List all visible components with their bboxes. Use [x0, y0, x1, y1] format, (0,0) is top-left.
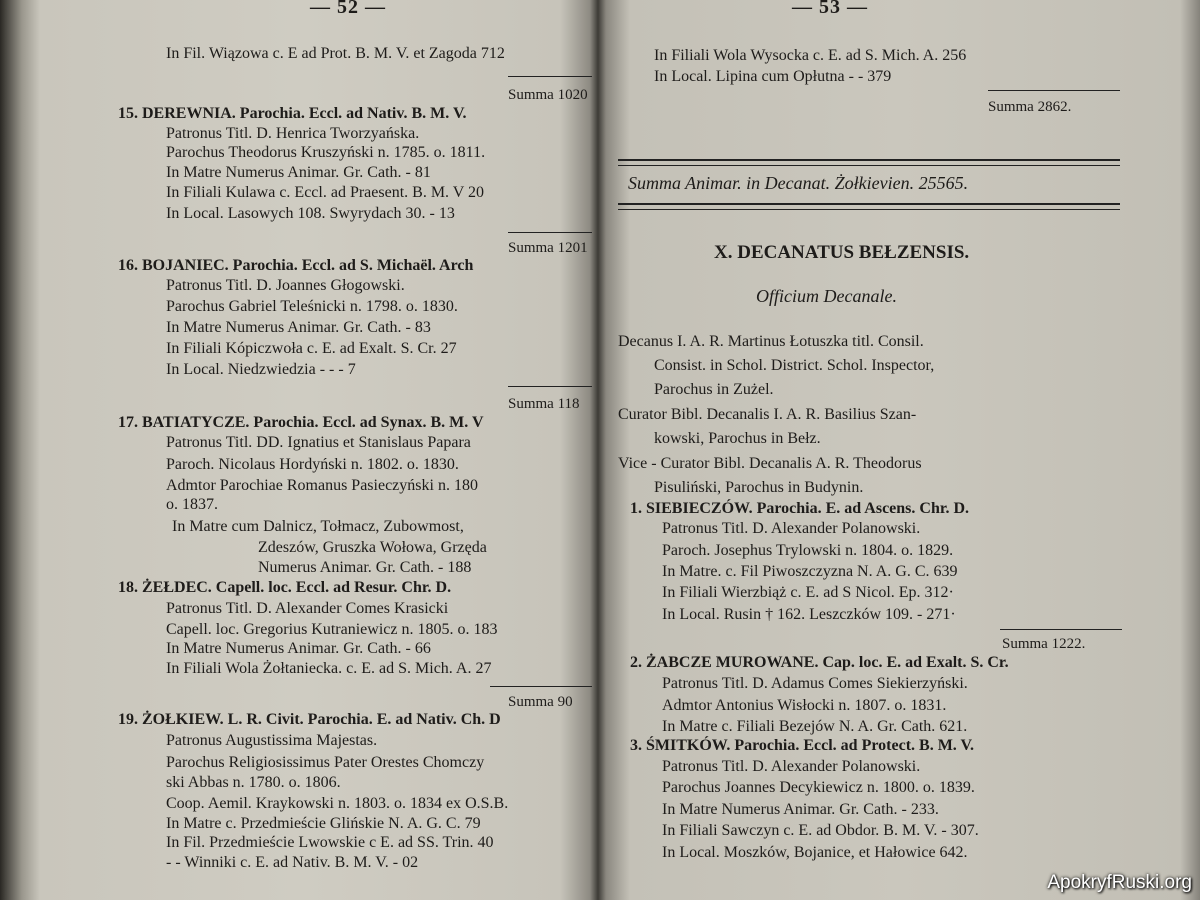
text-line: Consist. in Schol. District. Schol. Inspector,	[654, 357, 935, 374]
summa-line: Summa 90	[508, 694, 573, 710]
text-line: Vice - Curator Bibl. Decanalis A. R. Theodorus	[618, 455, 922, 472]
section-divider	[618, 159, 1120, 166]
text-line: - - Winniki c. E. ad Nativ. B. M. V. - 02	[166, 854, 419, 871]
text-line: In Local. Lasowych 108. Swyrydach 30. - 13	[166, 205, 455, 222]
parish-heading: 19. ŻOŁKIEW. L. R. Civit. Parochia. E. ad Nativ. Ch. D	[118, 711, 501, 728]
text-line: Zdeszów, Gruszka Wołowa, Grzęda	[258, 539, 487, 556]
sum-rule	[490, 686, 592, 687]
text-line: o. 1837.	[166, 496, 218, 513]
summa-line: Summa 1020	[508, 87, 588, 103]
deanery-total: Summa Animar. in Decanat. Żołkievien. 25565.	[628, 173, 969, 193]
text-line: Patronus Titl. DD. Ignatius et Stanislaus Papara	[166, 434, 471, 451]
parish-heading: 3. ŚMITKÓW. Parochia. Eccl. ad Protect. B. M. V.	[630, 737, 974, 754]
text-line: In Filiali Wola Żołtaniecka. c. E. ad S. Mich. A. 27	[166, 660, 492, 677]
summa-line: Summa 1201	[508, 240, 588, 256]
text-line: In Matre Numerus Animar. Gr. Cath. - 83	[166, 319, 431, 336]
text-line: In Matre cum Dalnicz, Tołmacz, Zubowmost,	[172, 518, 464, 535]
text-line: Admtor Antonius Wisłocki n. 1807. o. 1831.	[662, 697, 947, 714]
text-line: In Fil. Wiązowa c. E ad Prot. B. M. V. et Zagoda 712	[166, 45, 505, 62]
text-line: Patronus Augustissima Majestas.	[166, 732, 378, 749]
text-line: Parochus Religiosissimus Pater Orestes Chomczy	[166, 754, 485, 771]
watermark-text: ApokryfRuski.org	[1047, 872, 1192, 893]
sum-rule	[508, 386, 592, 387]
text-line: ski Abbas n. 1780. o. 1806.	[166, 774, 341, 791]
sum-rule	[1000, 629, 1122, 630]
sum-rule	[508, 232, 592, 233]
text-line: Paroch. Nicolaus Hordyński n. 1802. o. 1830.	[166, 456, 459, 473]
text-line: In Local. Lipina cum Opłutna - - 379	[654, 68, 892, 85]
sum-rule	[988, 90, 1120, 91]
text-line: Decanus I. A. R. Martinus Łotuszka titl. Consil.	[618, 333, 924, 350]
parish-heading: 1. SIEBIECZÓW. Parochia. E. ad Ascens. Chr. D.	[630, 500, 970, 517]
office-subtitle: Officium Decanale.	[756, 286, 897, 306]
text-line: Patronus Titl. D. Alexander Polanowski.	[662, 520, 921, 537]
text-line: Parochus Gabriel Teleśnicki n. 1798. o. 1830.	[166, 298, 458, 315]
left-page	[110, 0, 592, 900]
text-line: Pisuliński, Parochus in Budynin.	[654, 479, 864, 496]
summa-line: Summa 1222.	[1002, 636, 1086, 652]
summa-line: Summa 118	[508, 396, 580, 412]
section-divider	[618, 203, 1120, 210]
text-line: Patronus Titl. D. Alexander Comes Krasicki	[166, 600, 449, 617]
text-line: In Filiali Kópiczwoła c. E. ad Exalt. S. Cr. 27	[166, 340, 457, 357]
text-line: Patronus Titl. D. Joannes Głogowski.	[166, 277, 405, 294]
text-line: Patronus Titl. D. Adamus Comes Siekierzyński.	[662, 675, 968, 692]
text-line: In Matre Numerus Animar. Gr. Cath. - 81	[166, 164, 431, 181]
summa-line: Summa 2862.	[988, 99, 1072, 115]
text-line: In Local. Niedzwiedzia - - - 7	[166, 361, 356, 378]
parish-heading: 18. ŻEŁDEC. Capell. loc. Eccl. ad Resur. Chr. D.	[118, 579, 452, 596]
text-line: In Filiali Wierzbiąż c. E. ad S Nicol. Ep. 312·	[662, 584, 954, 601]
text-line: kowski, Parochus in Bełz.	[654, 430, 821, 447]
right-page-number: — 53 —	[792, 0, 868, 18]
text-line: In Matre c. Przedmieście Glińskie N. A. G. C. 79	[166, 815, 481, 832]
text-line: Patronus Titl. D. Henrica Tworzyańska.	[166, 125, 420, 142]
text-line: Numerus Animar. Gr. Cath. - 188	[258, 559, 472, 576]
text-line: In Matre Numerus Animar. Gr. Cath. - 233.	[662, 801, 939, 818]
text-line: In Filiali Sawczyn c. E. ad Obdor. B. M. V. - 307.	[662, 822, 979, 839]
left-page-number: — 52 —	[310, 0, 386, 18]
parish-heading: 2. ŻABCZE MUROWANE. Cap. loc. E. ad Exalt. S. Cr.	[630, 654, 1009, 671]
text-line: In Local. Rusin † 162. Leszczków 109. - 271·	[662, 606, 956, 623]
text-line: Admtor Parochiae Romanus Pasieczyński n. 180	[166, 477, 478, 494]
sum-rule	[508, 76, 592, 77]
text-line: Coop. Aemil. Kraykowski n. 1803. o. 1834 ex O.S.B.	[166, 795, 509, 812]
deanery-title: X. DECANATUS BEŁZENSIS.	[714, 242, 970, 263]
text-line: Paroch. Josephus Trylowski n. 1804. o. 1829.	[662, 542, 954, 559]
text-line: Parochus in Zużel.	[654, 381, 774, 398]
parish-heading: 15. DEREWNIA. Parochia. Eccl. ad Nativ. B. M. V.	[118, 105, 467, 122]
text-line: In Fil. Przedmieście Lwowskie c E. ad SS. Trin. 40	[166, 834, 494, 851]
text-line: Parochus Theodorus Kruszyński n. 1785. o. 1811.	[166, 144, 486, 161]
parish-heading: 17. BATIATYCZE. Parochia. Eccl. ad Synax. B. M. V	[118, 414, 484, 431]
right-page	[610, 0, 1200, 900]
text-line: Parochus Joannes Decykiewicz n. 1800. o. 1839.	[662, 779, 975, 796]
parish-heading: 16. BOJANIEC. Parochia. Eccl. ad S. Michaël. Arch	[118, 257, 474, 274]
text-line: In Local. Moszków, Bojanice, et Hałowice 642.	[662, 844, 968, 861]
text-line: Curator Bibl. Decanalis I. A. R. Basilius Szan-	[618, 406, 917, 423]
text-line: Capell. loc. Gregorius Kutraniewicz n. 1805. o. 183	[166, 621, 498, 638]
text-line: In Matre c. Filiali Bezejów N. A. Gr. Cath. 621.	[662, 718, 968, 735]
text-line: In Filiali Wola Wysocka c. E. ad S. Mich. A. 256	[654, 47, 967, 64]
text-line: In Matre Numerus Animar. Gr. Cath. - 66	[166, 640, 431, 657]
text-line: Patronus Titl. D. Alexander Polanowski.	[662, 758, 921, 775]
text-line: In Matre. c. Fil Piwoszczyzna N. A. G. C. 639	[662, 563, 958, 580]
text-line: In Filiali Kulawa c. Eccl. ad Praesent. B. M. V 20	[166, 184, 485, 201]
